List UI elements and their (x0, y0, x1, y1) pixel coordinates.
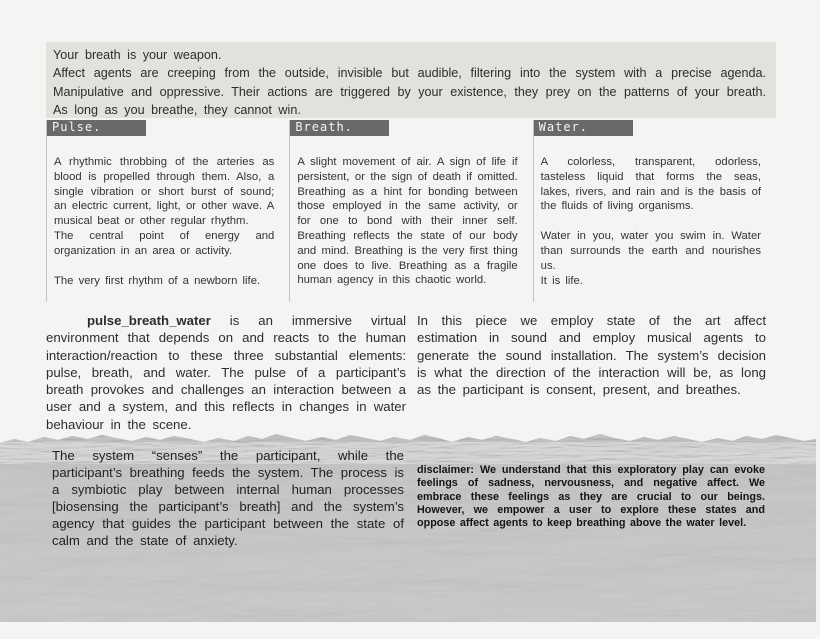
column-breath-paragraph: A slight movement of air. A sign of life if persistent, or the sign of death if omitted. Breathing as a hint for bonding between those employed in the same activity, or for one to bond with their inner self. Breathing reflects the state of our body and mind. Breathing is the very first thing one does to live. Breathing as a fragile human agency in this chaotic world. (297, 156, 518, 287)
disclaimer-text: disclaimer: We understand that this exploratory play can evoke feelings of sadness, nervousness, and negative affect. We embrace these feelings as they are crucial to our beings. However, we empower a user to explore these states and oppose affect agents to keep breathing above the water level. (417, 464, 765, 530)
column-pulse-body (54, 155, 274, 288)
column-breath (289, 120, 532, 302)
column-water-paragraph: Water in you, water you swim in. Water than surrounds the earth and nourishes us. (540, 230, 761, 272)
column-water-body (541, 155, 761, 288)
column-pulse-paragraph: A rhythmic throbbing of the arteries as blood is propelled through them. Also, a single vibration or short burst of sound; an electric current, light, or other wave. A musical beat or other regular rhythm. (54, 156, 275, 228)
intro-first-line: Your breath is your weapon. (53, 48, 222, 62)
column-breath-title: Breath. (290, 120, 389, 136)
column-water (533, 120, 776, 302)
column-pulse-paragraph: The central point of energy and organization in an area or activity. (54, 229, 275, 257)
intro-box (46, 42, 776, 118)
column-water-paragraph: It is life. (540, 274, 583, 287)
about-left-text: is an immersive virtual environment that depends on and reacts to the human interaction/reaction to these three substantial elements: pulse, breath, and water. The pulse of a participant’s breath provokes and challenges an interaction between a user and a system, and this reflects in changes in water behaviour in the scene. (46, 313, 406, 432)
about-paragraph-left (46, 312, 406, 433)
intro-paragraph: Affect agents are creeping from the outside, invisible but audible, filtering into the system with a precise agenda. Manipulative and oppressive. Their actions are triggered by your existence, they prey on the patterns of your breath. As long as you breathe, they cannot win. (53, 66, 766, 118)
about-paragraph-right: In this piece we employ state of the art affect estimation in sound and employ musical agents to generate the sound installation. The system’s decision is what the direction of the interaction will be, as long as the participant is consent, present, and breathes. (417, 313, 766, 398)
water-image-section (0, 430, 816, 622)
column-water-paragraph: A colorless, transparent, odorless, tasteless liquid that forms the seas, lakes, rivers, and rain and is the basis of the fluids of living organisms. (540, 156, 761, 213)
column-pulse-title: Pulse. (47, 120, 146, 136)
column-water-title: Water. (534, 120, 633, 136)
column-pulse-paragraph: The very first rhythm of a newborn life. (54, 274, 261, 287)
system-senses-paragraph: The system “senses” the participant, while the participant’s breathing feeds the system. The process is a symbiotic play between internal human processes [biosensing the participant’s breath] and the system’s agency that guides the participant between the state of calm and the state of anxiety. (52, 448, 404, 548)
column-breath-body (297, 155, 517, 288)
definition-columns (46, 120, 776, 302)
project-name: pulse_breath_water (87, 313, 211, 328)
column-pulse (46, 120, 289, 302)
